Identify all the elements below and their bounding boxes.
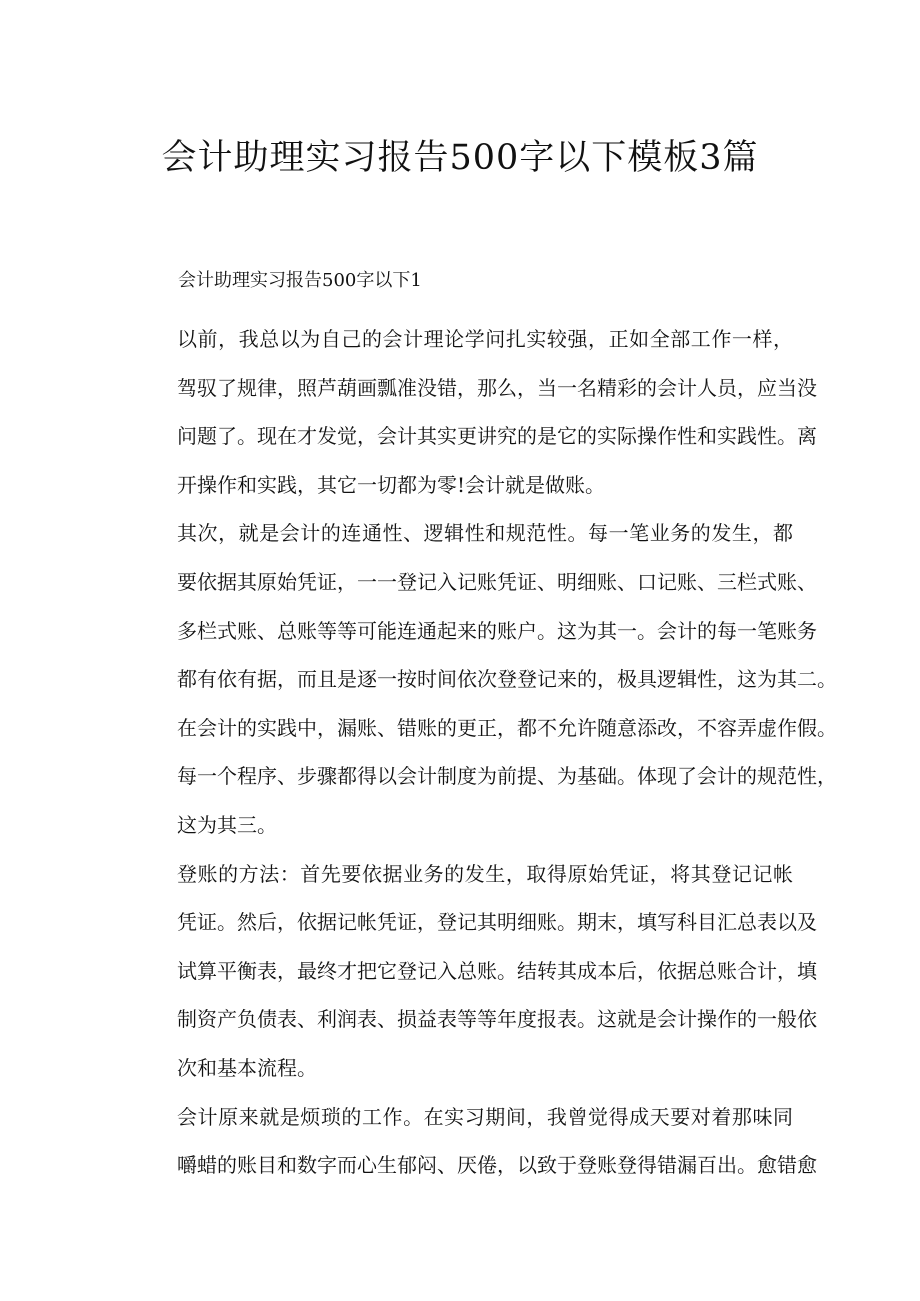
paragraph-2 [137, 509, 837, 849]
section-heading: 会计助理实习报告500字以下1 [178, 270, 422, 291]
text-line: 驾驭了规律，照芦葫画瓢准没错，那么，当一名精彩的会计人员，应当没 [177, 375, 817, 400]
text-line: 会计原来就是烦琐的工作。在实习期间，我曾觉得成天要对着那味同 [177, 1104, 793, 1129]
text-line: 这为其三。 [177, 812, 277, 837]
text-line: 在会计的实践中，漏账、错账的更正，都不允许随意添改，不容弄虚作假。 [177, 715, 837, 740]
text-line: 要依据其原始凭证，一一登记入记账凭证、明细账、口记账、三栏式账、 [177, 569, 817, 594]
paragraph-1 [137, 315, 817, 509]
text-line: 试算平衡表，最终才把它登记入总账。结转其成本后，依据总账合计，填 [177, 958, 817, 983]
text-line: 其次，就是会计的连通性、逻辑性和规范性。每一笔业务的发生，都 [177, 521, 793, 546]
document-title: 会计助理实习报告500字以下模板3篇 [161, 138, 759, 178]
text-line: 问题了。现在才发觉，会计其实更讲究的是它的实际操作性和实践性。离 [177, 424, 817, 449]
text-line: 制资产负债表、利润表、损益表等等年度报表。这就是会计操作的一般依 [177, 1007, 817, 1032]
text-line: 多栏式账、总账等等可能连通起来的账户。这为其一。会计的每一笔账务 [177, 618, 817, 643]
text-line: 以前，我总以为自己的会计理论学问扎实较强，正如全部工作一样， [177, 327, 793, 351]
text-line: 都有依有据，而且是逐一按时间依次登登记来的，极具逻辑性，这为其二。 [177, 667, 837, 692]
text-line: 登账的方法：首先要依据业务的发生，取得原始凭证，将其登记记帐 [177, 861, 793, 886]
text-line: 凭证。然后，依据记帐凭证，登记其明细账。期末，填写科目汇总表以及 [177, 910, 817, 935]
document-body [137, 315, 837, 1190]
text-line: 嚼蜡的账目和数字而心生郁闷、厌倦，以致于登账登得错漏百出。愈错愈 [177, 1153, 817, 1178]
text-line: 开操作和实践，其它一切都为零!会计就是做账。 [177, 472, 606, 497]
paragraph-4 [137, 1093, 817, 1190]
text-line: 每一个程序、步骤都得以会计制度为前提、为基础。体现了会计的规范性， [177, 764, 837, 789]
paragraph-3 [137, 850, 817, 1093]
text-line: 次和基本流程。 [177, 1055, 317, 1080]
